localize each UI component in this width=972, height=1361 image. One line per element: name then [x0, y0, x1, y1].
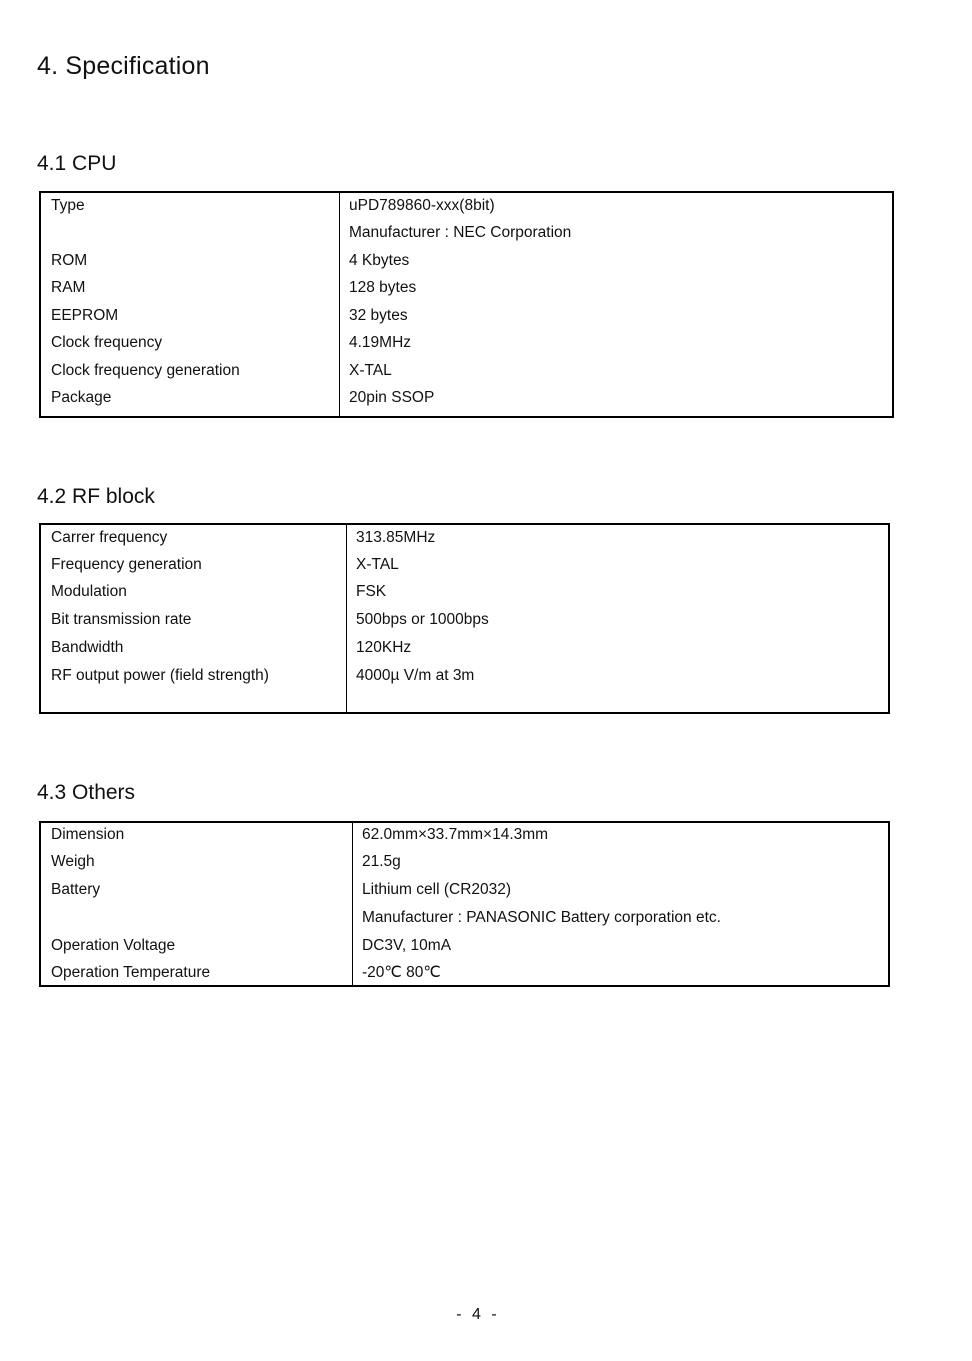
page-title: 4. Specification — [37, 52, 210, 80]
row-label: RAM — [51, 279, 86, 296]
row-label: ROM — [51, 252, 88, 269]
row-value: 120KHz — [356, 639, 412, 656]
row-value: Manufacturer : PANASONIC Battery corporation etc. — [362, 909, 721, 926]
table-row — [41, 959, 888, 986]
section-title-others: 4.3 Others — [37, 781, 136, 804]
row-label: Package — [51, 389, 112, 406]
table-row — [41, 606, 888, 633]
row-value: uPD789860-xxx(8bit) — [349, 197, 495, 214]
row-label: Type — [51, 197, 85, 214]
table-row — [41, 247, 892, 274]
table-row — [41, 848, 888, 875]
table-row — [41, 551, 888, 578]
row-label: Weigh — [51, 853, 95, 870]
table-row — [41, 876, 888, 903]
row-value: X-TAL — [349, 362, 392, 379]
row-value: FSK — [356, 583, 387, 600]
table-row — [41, 524, 888, 551]
row-value: 20pin SSOP — [349, 389, 435, 406]
others-spec-table — [39, 821, 890, 987]
row-value: 4.19MHz — [349, 334, 412, 351]
table-row — [41, 662, 888, 689]
row-label: Frequency generation — [51, 556, 202, 573]
row-label: Operation Temperature — [51, 964, 211, 981]
row-value: 32 bytes — [349, 307, 408, 324]
section-title-rf: 4.2 RF block — [37, 485, 155, 508]
table-row — [41, 219, 892, 246]
row-label: Bandwidth — [51, 639, 124, 656]
page-number: - 4 - — [456, 1306, 500, 1323]
row-label: Operation Voltage — [51, 937, 176, 954]
table-row — [41, 302, 892, 329]
cpu-spec-table — [39, 191, 894, 418]
row-label: Dimension — [51, 826, 125, 843]
rf-spec-table — [39, 523, 890, 714]
row-value: 500bps or 1000bps — [356, 611, 489, 628]
table-row — [41, 904, 888, 931]
row-value: 21.5g — [362, 853, 401, 870]
row-value: 4000µ V/m at 3m — [356, 667, 475, 684]
row-value: 128 bytes — [349, 279, 417, 296]
row-label: Modulation — [51, 583, 127, 600]
table-row — [41, 932, 888, 959]
row-value: Manufacturer : NEC Corporation — [349, 224, 572, 241]
row-label: Battery — [51, 881, 101, 898]
table-row — [41, 192, 892, 219]
row-value: Lithium cell (CR2032) — [362, 881, 512, 898]
table-row — [41, 329, 892, 356]
row-label: Clock frequency — [51, 334, 163, 351]
row-value: 313.85MHz — [356, 529, 436, 546]
table-row — [41, 384, 892, 411]
table-row — [41, 821, 888, 848]
row-value: 4 Kbytes — [349, 252, 410, 269]
table-row — [41, 357, 892, 384]
row-value: 62.0mm×33.7mm×14.3mm — [362, 826, 549, 843]
table-row — [41, 274, 892, 301]
row-label: Bit transmission rate — [51, 611, 192, 628]
row-label: Carrer frequency — [51, 529, 168, 546]
table-row — [41, 578, 888, 605]
row-label: EEPROM — [51, 307, 119, 324]
row-label: Clock frequency generation — [51, 362, 240, 379]
row-value: X-TAL — [356, 556, 399, 573]
row-value: -20℃ 80℃ — [362, 964, 441, 981]
row-value: DC3V, 10mA — [362, 937, 452, 954]
section-title-cpu: 4.1 CPU — [37, 152, 117, 175]
row-label: RF output power (field strength) — [51, 667, 269, 684]
table-row — [41, 634, 888, 661]
